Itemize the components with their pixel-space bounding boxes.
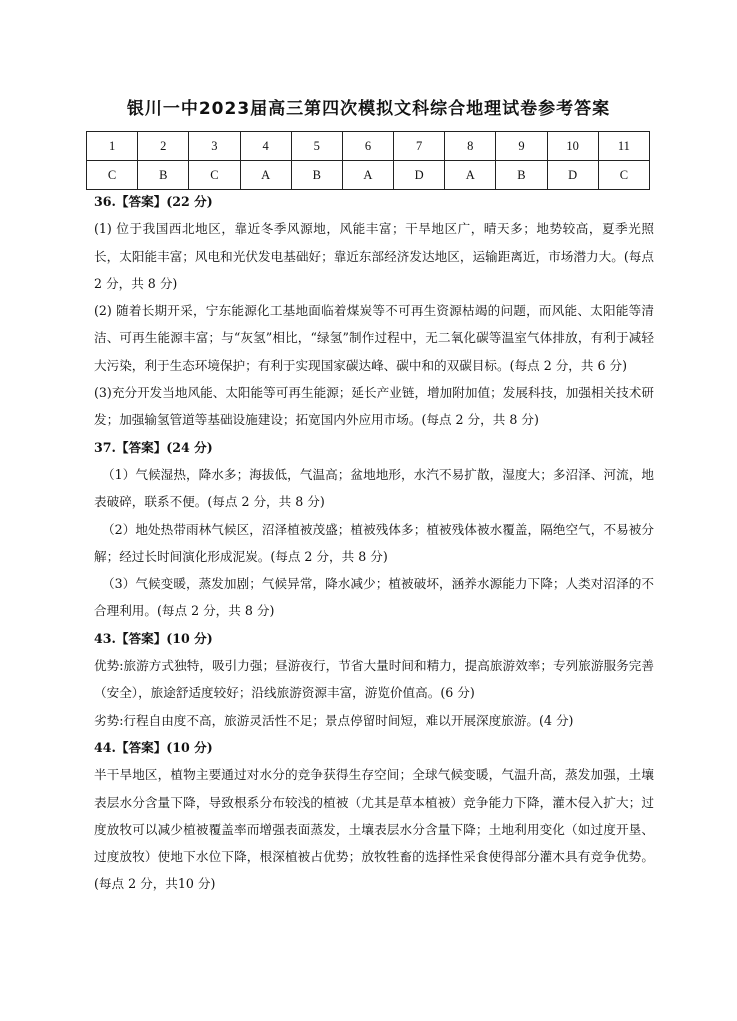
question-number-cell: 4 [240,132,291,161]
answer-cell: D [547,161,598,190]
answer-paragraph: (1) 位于我国西北地区，靠近冬季风源地，风能丰富；干旱地区广，晴天多；地势较高，夏季光照长，太阳能丰富；风电和光伏发电基础好；靠近东部经济发达地区，运输距离近，市场潜力大。(每点 2 分，共 8 分) [94,221,654,291]
question-number-cell: 9 [496,132,547,161]
answer-cell: C [87,161,138,190]
question-heading: 37.【答案】(24 分) [94,439,213,455]
answer-paragraph: 劣势:行程自由度不高，旅游灵活性不足；景点停留时间短，难以开展深度旅游。(4 分) [94,712,574,728]
answer-cell: C [598,161,649,190]
question-number-cell: 8 [445,132,496,161]
answer-paragraph: 半干旱地区，植物主要通过对水分的竞争获得生存空间；全球气候变暖，气温升高，蒸发加强，土壤表层水分含量下降，导致根系分布较浅的植被（尤其是草本植被）竞争能力下降，灌木侵入扩大；过度放牧可以减少植被覆盖率而增强表面蒸发，土壤表层水分含量下降；土地利用变化（如过度开垦、过度放牧）使地下水位下降，根深植被占优势；放牧牲畜的选择性采食使得部分灌木具有竞争优势。(每点 2 分，共10 分) [94,767,654,892]
answer-content [94,188,654,898]
question-number-cell: 10 [547,132,598,161]
question-heading: 44.【答案】(10 分) [94,739,213,755]
answer-cell: B [496,161,547,190]
question-number-row [87,132,650,161]
question-number-cell: 3 [189,132,240,161]
answer-cell: B [291,161,342,190]
question-heading: 36.【答案】(22 分) [94,194,213,209]
question-heading: 43.【答案】(10 分) [94,630,213,646]
answer-paragraph: （1）气候湿热，降水多；海拔低，气温高；盆地地形，水汽不易扩散，湿度大；多沼泽、河流，地表破碎，联系不便。(每点 2 分，共 8 分) [94,466,654,510]
question-number-cell: 5 [291,132,342,161]
answer-table [86,131,650,190]
answer-cell: A [445,161,496,190]
question-number-cell: 1 [87,132,138,161]
answer-cell: C [189,161,240,190]
question-number-cell: 7 [394,132,445,161]
answer-paragraph: (3)充分开发当地风能、太阳能等可再生能源；延长产业链，增加附加值；发展科技，加强相关技术研发；加强输氢管道等基础设施建设；拓宽国内外应用市场。(每点 2 分，共 8 分) [94,385,654,428]
answer-paragraph: 优势:旅游方式独特，吸引力强；昼游夜行，节省大量时间和精力，提高旅游效率；专列旅游服务完善（安全），旅途舒适度较好；沿线旅游资源丰富，游览价值高。(6 分) [94,658,654,701]
answer-cell: B [138,161,189,190]
answer-cell: D [394,161,445,190]
page-title: 银川一中2023届高三第四次模拟文科综合地理试卷参考答案 [126,99,611,119]
answer-row [87,161,650,190]
answer-paragraph: （2）地处热带雨林气候区，沼泽植被茂盛；植被残体多；植被残体被水覆盖，隔绝空气，不易被分解；经过长时间演化形成泥炭。(每点 2 分，共 8 分) [94,521,654,564]
question-number-cell: 11 [598,132,649,161]
question-number-cell: 6 [342,132,393,161]
question-number-cell: 2 [138,132,189,161]
answer-cell: A [342,161,393,190]
answer-paragraph: (2) 随着长期开采，宁东能源化工基地面临着煤炭等不可再生资源枯竭的问题，而风能、太阳能等清洁、可再生能源丰富；与“灰氢”相比，“绿氢”制作过程中，无二氧化碳等温室气体排放，有利于减轻大污染，利于生态环境保护；有利于实现国家碳达峰、碳中和的双碳目标。(每点 2 分，共 6 分) [94,303,654,373]
answer-cell: A [240,161,291,190]
answer-paragraph: （3）气候变暖，蒸发加剧；气候异常，降水减少；植被破坏，涵养水源能力下降；人类对沼泽的不合理利用。(每点 2 分，共 8 分) [94,576,654,619]
